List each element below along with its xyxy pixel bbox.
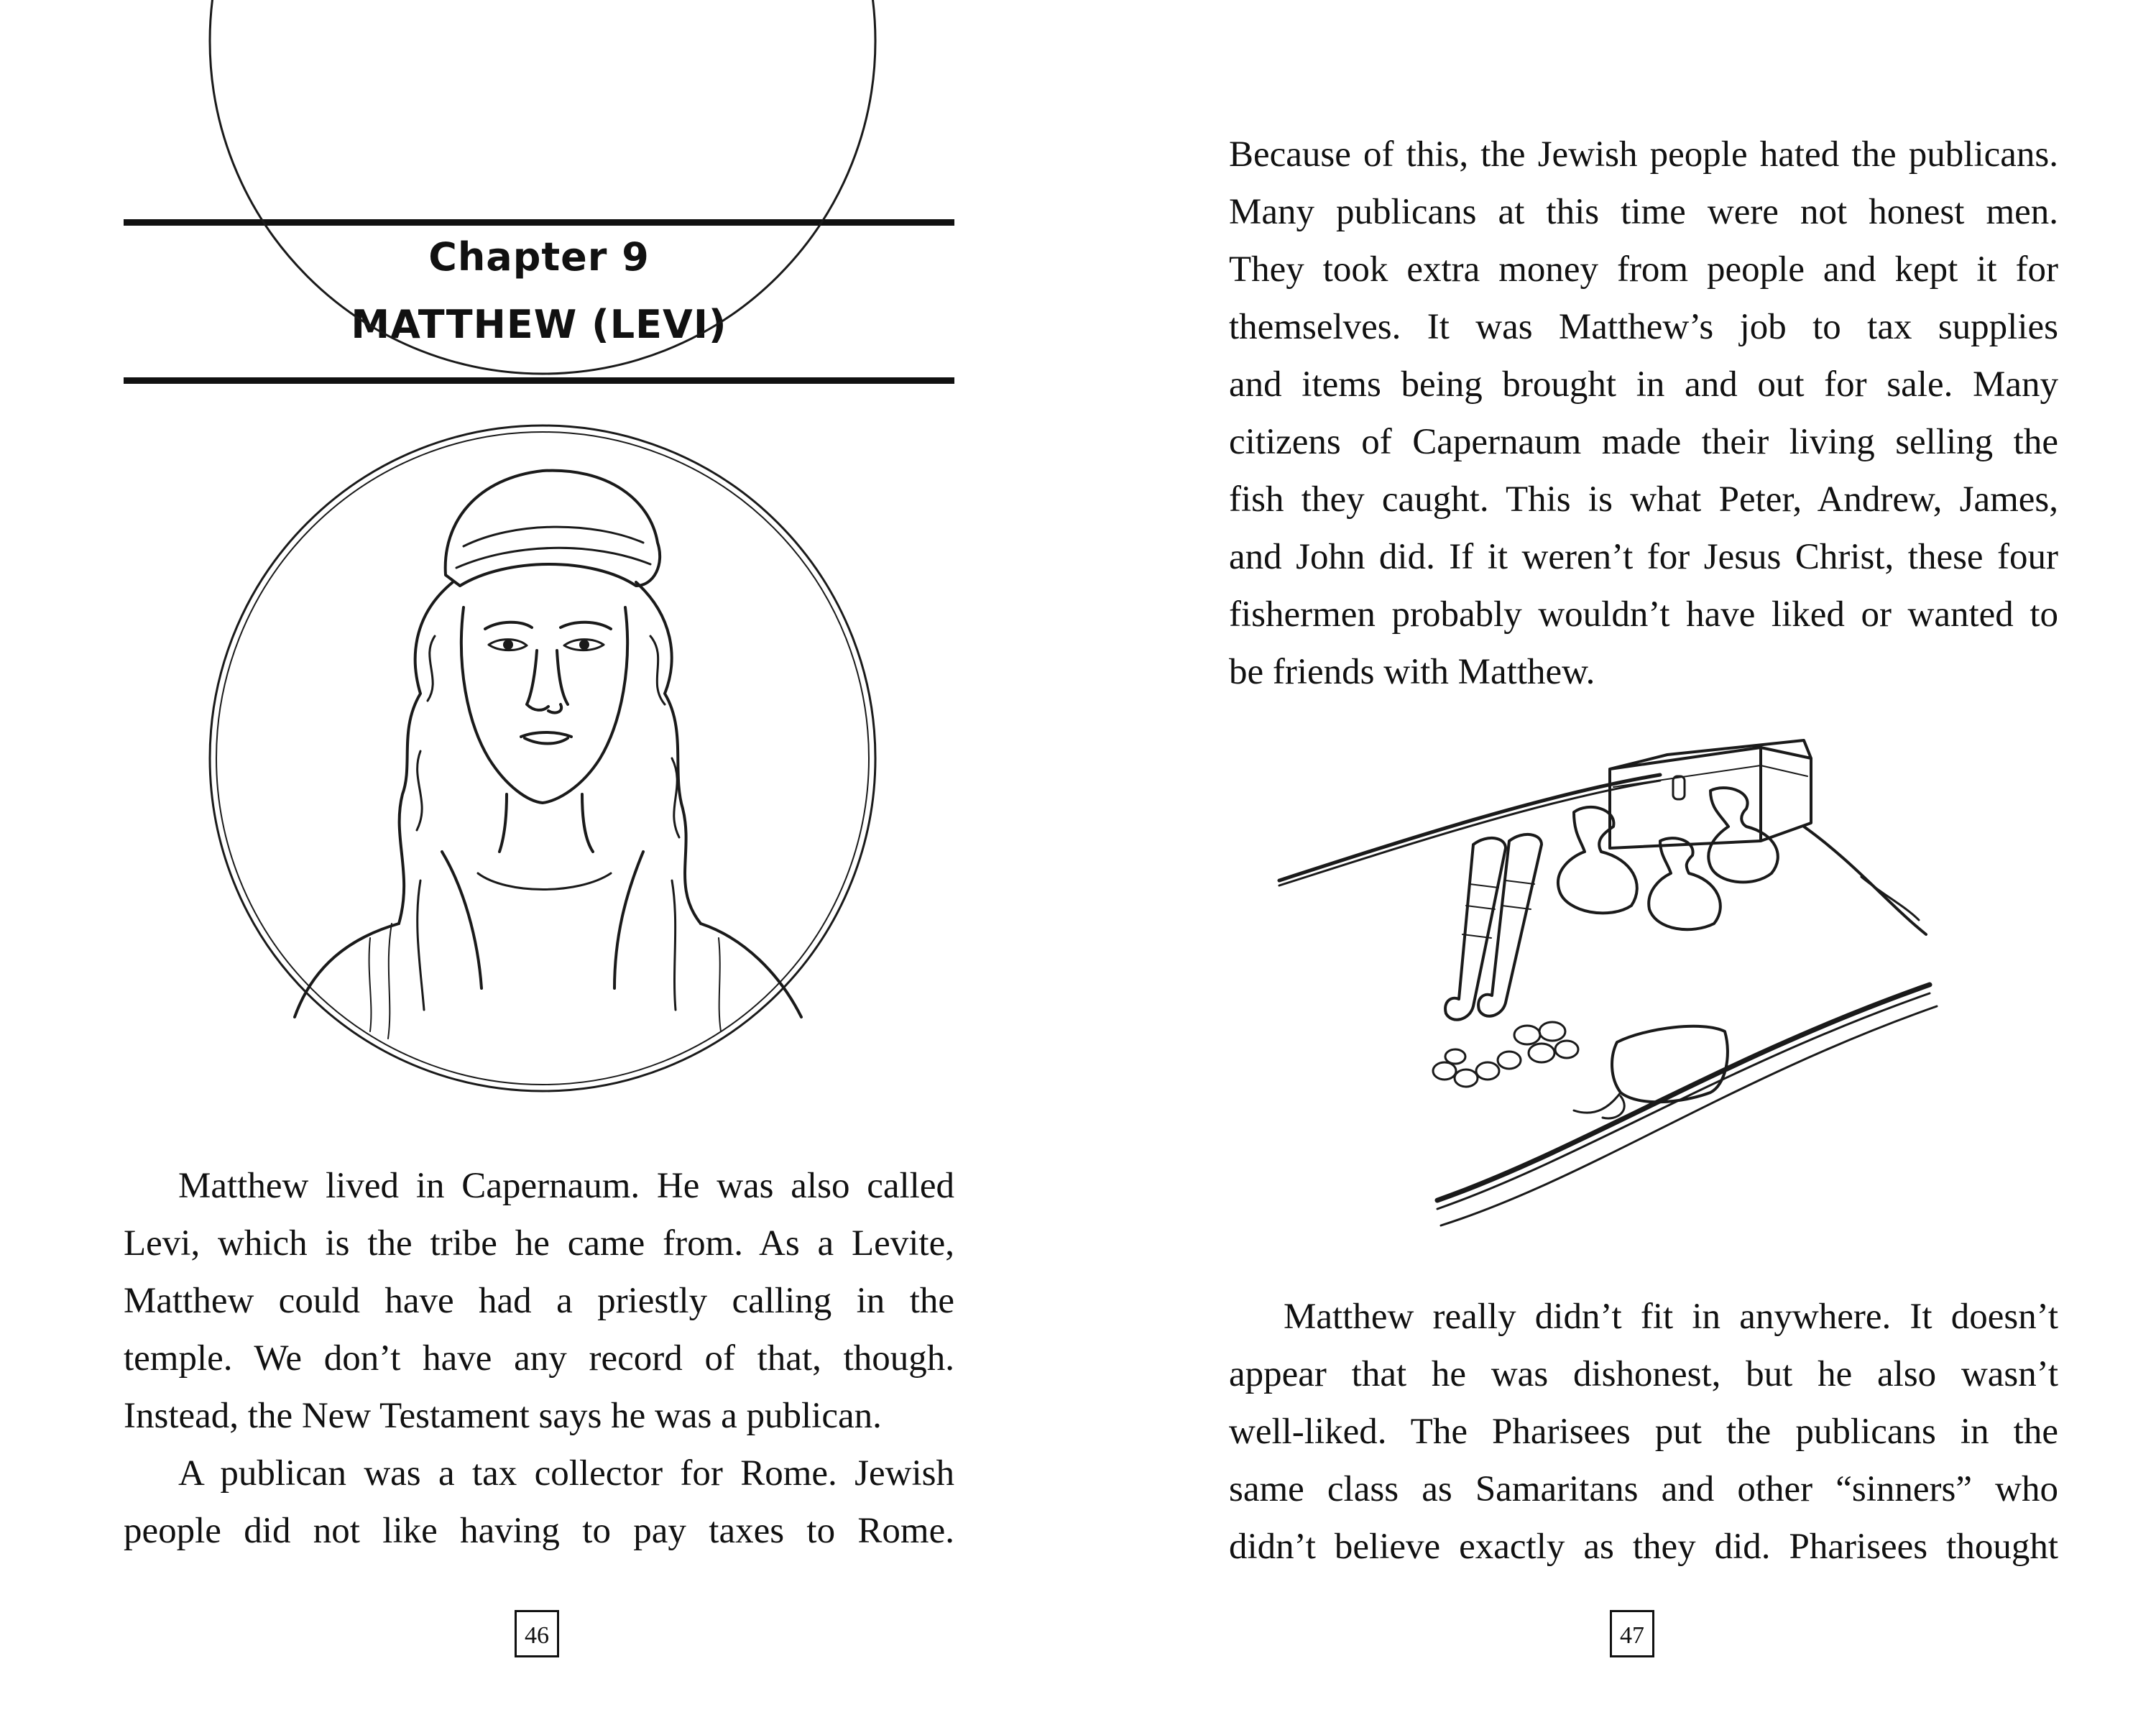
chapter-number: Chapter 9 <box>428 234 650 280</box>
right-text-line: themselves. It was Matthew’s job to tax supplies <box>1229 307 2058 347</box>
chapter-title: MATTHEW (LEVI) <box>351 302 727 347</box>
left-body-text <box>124 1157 954 1560</box>
right-text-line: same class as Samaritans and other “sinners” who <box>1229 1469 2058 1509</box>
right-text-line: fishermen probably wouldn’t have liked or wanted to <box>1229 594 2058 635</box>
right-text-line: didn’t believe exactly as they did. Pharisees thought <box>1229 1527 2058 1567</box>
right-text-line: Matthew really didn’t fit in anywhere. It doesn’t <box>1284 1297 2058 1337</box>
left-text-line: Matthew lived in Capernaum. He was also called <box>178 1166 954 1206</box>
left-text-line: A publican was a tax collector for Rome. Jewish <box>178 1453 954 1494</box>
right-text-line: be friends with Matthew. <box>1229 652 1595 692</box>
tax-table-illustration <box>1258 719 1976 1251</box>
left-text-line: Levi, which is the tribe he came from. As a Levite, <box>124 1223 954 1264</box>
left-text-line: people did not like having to pay taxes to Rome. <box>124 1511 954 1551</box>
right-page <box>1078 0 2156 1725</box>
right-bottom-text <box>1229 1288 2058 1576</box>
right-text-line: citizens of Capernaum made their living selling the <box>1229 422 2058 462</box>
right-text-line: Because of this, the Jewish people hated the publicans. <box>1229 134 2058 175</box>
right-text-line: appear that he was dishonest, but he also wasn’t <box>1229 1354 2058 1394</box>
right-text-line: and John did. If it weren’t for Jesus Christ, these four <box>1229 537 2058 577</box>
left-text-line: Instead, the New Testament says he was a publican. <box>124 1396 882 1436</box>
right-top-text <box>1229 126 2058 701</box>
page-number-right: 47 <box>1610 1610 1654 1657</box>
right-text-line: and items being brought in and out for sale. Many <box>1229 364 2058 405</box>
right-text-line: well-liked. The Pharisees put the publicans in the <box>1229 1412 2058 1452</box>
matthew-portrait <box>205 420 880 1096</box>
left-text-line: temple. We don’t have any record of that, though. <box>124 1338 954 1379</box>
right-text-line: They took extra money from people and kept it for <box>1229 249 2058 290</box>
left-text-line: Matthew could have had a priestly calling in the <box>124 1281 954 1321</box>
page-number-left: 46 <box>515 1610 559 1657</box>
right-text-line: Many publicans at this time were not honest men. <box>1229 192 2058 232</box>
right-text-line: fish they caught. This is what Peter, Andrew, James, <box>1229 479 2058 520</box>
